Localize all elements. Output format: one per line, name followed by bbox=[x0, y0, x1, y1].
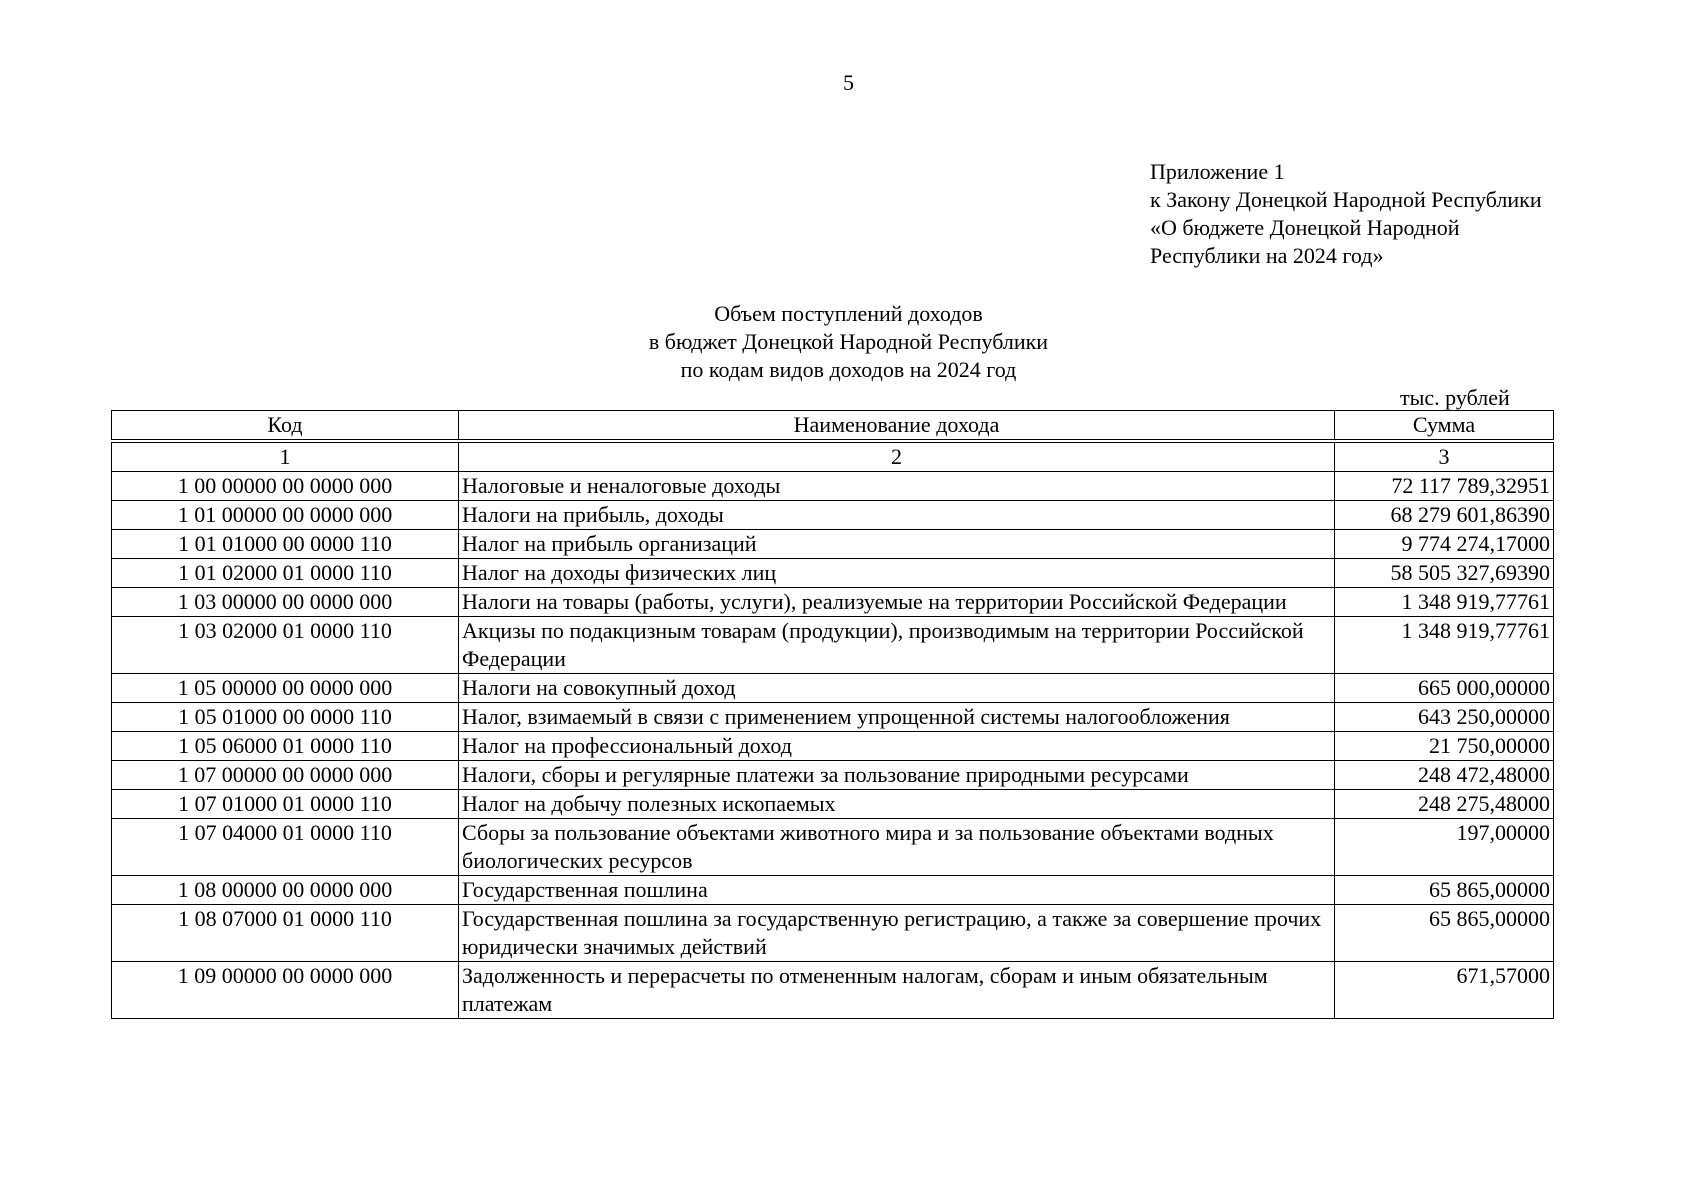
appendix-line: к Закону Донецкой Народной Республики bbox=[1150, 187, 1542, 212]
cell-code: 1 01 00000 00 0000 000 bbox=[112, 501, 459, 530]
header-code: Код bbox=[112, 411, 459, 442]
table-row bbox=[112, 790, 1554, 819]
table-row bbox=[112, 472, 1554, 501]
cell-code: 1 03 00000 00 0000 000 bbox=[112, 588, 459, 617]
table-row bbox=[112, 559, 1554, 588]
table-row bbox=[112, 905, 1554, 962]
cell-sum: 9 774 274,17000 bbox=[1335, 530, 1554, 559]
cell-sum: 248 472,48000 bbox=[1335, 761, 1554, 790]
cell-sum: 1 348 919,77761 bbox=[1335, 588, 1554, 617]
cell-code: 1 07 00000 00 0000 000 bbox=[112, 761, 459, 790]
table-row bbox=[112, 962, 1554, 1019]
page-number: 5 bbox=[843, 70, 854, 95]
cell-sum: 643 250,00000 bbox=[1335, 703, 1554, 732]
column-numbers-row bbox=[112, 441, 1554, 472]
column-number: 2 bbox=[459, 441, 1335, 472]
cell-sum: 197,00000 bbox=[1335, 819, 1554, 876]
table-header-row bbox=[112, 411, 1554, 442]
cell-name: Налог на прибыль организаций bbox=[459, 530, 1335, 559]
cell-name: Сборы за пользование объектами животного мира и за пользование объектами водных биологических ресурсов bbox=[459, 819, 1335, 876]
cell-name: Налог на профессиональный доход bbox=[459, 732, 1335, 761]
cell-code: 1 01 02000 01 0000 110 bbox=[112, 559, 459, 588]
cell-name: Налог на добычу полезных ископаемых bbox=[459, 790, 1335, 819]
cell-sum: 65 865,00000 bbox=[1335, 876, 1554, 905]
cell-code: 1 05 01000 00 0000 110 bbox=[112, 703, 459, 732]
cell-name: Государственная пошлина за государственную регистрацию, а также за совершение прочих юридически значимых действий bbox=[459, 905, 1335, 962]
cell-code: 1 07 04000 01 0000 110 bbox=[112, 819, 459, 876]
cell-name: Налог на доходы физических лиц bbox=[459, 559, 1335, 588]
cell-sum: 68 279 601,86390 bbox=[1335, 501, 1554, 530]
appendix-line: Приложение 1 bbox=[1150, 159, 1285, 184]
title-line: в бюджет Донецкой Народной Республики bbox=[648, 329, 1049, 354]
cell-code: 1 05 00000 00 0000 000 bbox=[112, 674, 459, 703]
appendix-line: «О бюджете Донецкой Народной bbox=[1150, 215, 1460, 240]
cell-name: Задолженность и перерасчеты по отмененным налогам, сборам и иным обязательным платежам bbox=[459, 962, 1335, 1019]
units-label: тыс. рублей bbox=[1400, 385, 1510, 410]
table-row bbox=[112, 674, 1554, 703]
cell-sum: 21 750,00000 bbox=[1335, 732, 1554, 761]
column-number: 1 bbox=[112, 441, 459, 472]
cell-code: 1 01 01000 00 0000 110 bbox=[112, 530, 459, 559]
cell-sum: 65 865,00000 bbox=[1335, 905, 1554, 962]
column-number: 3 bbox=[1335, 441, 1554, 472]
title-line: Объем поступлений доходов bbox=[714, 301, 983, 326]
cell-name: Налоги на совокупный доход bbox=[459, 674, 1335, 703]
cell-sum: 58 505 327,69390 bbox=[1335, 559, 1554, 588]
cell-name: Налоговые и неналоговые доходы bbox=[459, 472, 1335, 501]
cell-code: 1 08 07000 01 0000 110 bbox=[112, 905, 459, 962]
cell-code: 1 09 00000 00 0000 000 bbox=[112, 962, 459, 1019]
cell-name: Налоги, сборы и регулярные платежи за пользование природными ресурсами bbox=[459, 761, 1335, 790]
cell-name: Государственная пошлина bbox=[459, 876, 1335, 905]
document-title bbox=[0, 300, 1697, 384]
cell-name: Налоги на товары (работы, услуги), реализуемые на территории Российской Федерации bbox=[459, 588, 1335, 617]
cell-code: 1 05 06000 01 0000 110 bbox=[112, 732, 459, 761]
appendix-reference bbox=[1150, 158, 1542, 270]
table-row bbox=[112, 761, 1554, 790]
cell-sum: 671,57000 bbox=[1335, 962, 1554, 1019]
table-row bbox=[112, 732, 1554, 761]
cell-name: Налоги на прибыль, доходы bbox=[459, 501, 1335, 530]
table-row bbox=[112, 617, 1554, 674]
cell-sum: 72 117 789,32951 bbox=[1335, 472, 1554, 501]
appendix-line: Республики на 2024 год» bbox=[1150, 243, 1384, 268]
cell-code: 1 07 01000 01 0000 110 bbox=[112, 790, 459, 819]
cell-code: 1 03 02000 01 0000 110 bbox=[112, 617, 459, 674]
table-row bbox=[112, 819, 1554, 876]
revenue-table bbox=[111, 410, 1554, 1019]
title-line: по кодам видов доходов на 2024 год bbox=[680, 357, 1017, 382]
table-row bbox=[112, 703, 1554, 732]
cell-name: Налог, взимаемый в связи с применением упрощенной системы налогообложения bbox=[459, 703, 1335, 732]
cell-sum: 248 275,48000 bbox=[1335, 790, 1554, 819]
cell-name: Акцизы по подакцизным товарам (продукции), производимым на территории Российской Федерации bbox=[459, 617, 1335, 674]
table-row bbox=[112, 501, 1554, 530]
header-name: Наименование дохода bbox=[459, 411, 1335, 442]
header-sum: Сумма bbox=[1335, 411, 1554, 442]
table-row bbox=[112, 530, 1554, 559]
table-row bbox=[112, 588, 1554, 617]
cell-code: 1 00 00000 00 0000 000 bbox=[112, 472, 459, 501]
table-row bbox=[112, 876, 1554, 905]
cell-code: 1 08 00000 00 0000 000 bbox=[112, 876, 459, 905]
cell-sum: 665 000,00000 bbox=[1335, 674, 1554, 703]
cell-sum: 1 348 919,77761 bbox=[1335, 617, 1554, 674]
